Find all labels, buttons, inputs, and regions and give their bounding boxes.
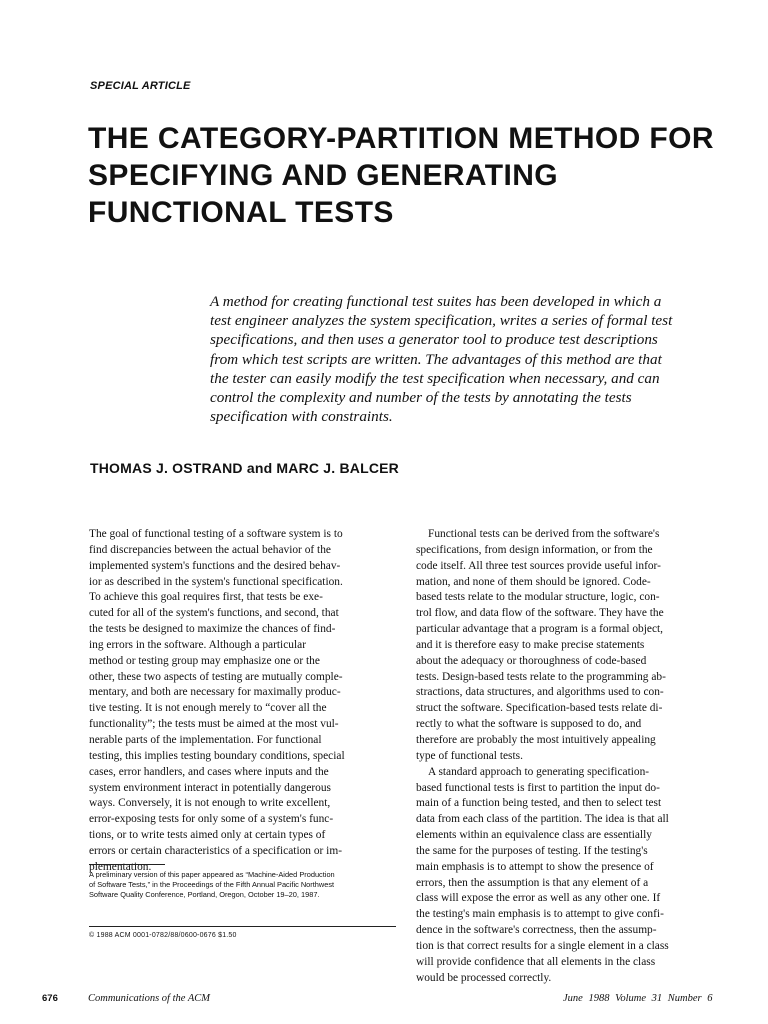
footnote-line: Software Quality Conference, Portland, Oregon, October 19–20, 1987.	[89, 890, 320, 899]
article-title	[88, 120, 728, 231]
issue-info: June 1988 Volume 31 Number 6	[563, 993, 713, 1004]
abstract-line: specification with constraints.	[210, 408, 393, 426]
body-text-line: errors or certain characteristics of a specification or im-	[89, 844, 343, 857]
body-text-line: based tests relate to the modular structure, logic, con-	[416, 591, 660, 604]
abstract-line: the tester can easily modify the test specification when necessary, and can	[210, 369, 660, 387]
body-text-line: A standard approach to generating specification-	[428, 765, 650, 778]
body-text-line: rectly to what the software is supposed to do, and	[416, 718, 642, 731]
body-text-line: ing errors in the software. Although a particular	[89, 638, 306, 651]
body-text-line: tions, or to write tests aimed only at certain types of	[89, 829, 326, 842]
body-text-line: testing, this implies testing boundary conditions, special	[89, 749, 345, 762]
abstract-line: control the complexity and number of the tests by annotating the tests	[210, 389, 632, 407]
body-column-right	[416, 527, 721, 986]
footnote-rule	[89, 864, 165, 865]
body-text-line: method or testing group may emphasize one or the	[89, 654, 320, 667]
body-text-line: ior as described in the system's functional specification.	[89, 575, 343, 588]
body-text-line: functionality”; the tests must be aimed at the most vul-	[89, 718, 339, 731]
body-text-line: the testing's main emphasis is to attempt to give confi-	[416, 908, 664, 921]
body-text-line: class will expose the error as well as any other one. If	[416, 892, 661, 905]
body-text-line: based functional tests is first to partition the input do-	[416, 781, 660, 794]
title-line: SPECIFYING AND GENERATING	[88, 159, 559, 192]
body-text-line: would be processed correctly.	[416, 971, 552, 984]
abstract-line: A method for creating functional test suites has been developed in which a	[210, 293, 662, 310]
body-text-line: To achieve this goal requires first, that tests be exe-	[89, 591, 323, 604]
body-text-line: Functional tests can be derived from the software's	[428, 528, 660, 540]
body-text-line: main of a function being tested, and then to select test	[416, 797, 662, 810]
abstract-line: from which test scripts are written. The advantages of this method are that	[210, 350, 662, 368]
body-column-left	[89, 527, 394, 876]
section-label: SPECIAL ARTICLE	[90, 80, 191, 92]
body-text-line: trol flow, and data flow of the software. They have the	[416, 607, 664, 620]
body-text-line: code itself. All three test sources provide useful infor-	[416, 559, 661, 572]
body-text-line: data from each class of the partition. The idea is that all	[416, 813, 669, 826]
body-text-line: error-exposing tests for only some of a system's func-	[89, 813, 334, 826]
body-text-line: main emphasis is to attempt to show the presence of	[416, 860, 654, 873]
body-text-line: plementation.	[89, 860, 152, 873]
abstract-line: specifications, and then uses a generator tool to produce test descriptions	[210, 331, 658, 349]
authors: THOMAS J. OSTRAND and MARC J. BALCER	[90, 460, 399, 476]
journal-name: Communications of the ACM	[88, 993, 211, 1004]
footnote-line: A preliminary version of this paper appeared as “Machine-Aided Production	[89, 870, 335, 879]
body-text-line: elements within an equivalence class are essentially	[416, 829, 652, 842]
abstract-line: test engineer analyzes the system specification, writes a series of formal test	[210, 312, 673, 330]
abstract	[210, 292, 730, 426]
body-text-line: find discrepancies between the actual behavior of the	[89, 543, 331, 556]
copyright-notice: © 1988 ACM 0001-0782/88/0600-0676 $1.50	[89, 932, 237, 939]
body-text-line: the tests be designed to maximize the chances of find-	[89, 623, 336, 636]
body-text-line: will provide confidence that all elements in the class	[416, 955, 656, 968]
body-text-line: stractions, data structures, and algorithms used to con-	[416, 686, 664, 699]
body-text-line: the same for the purposes of testing. If the testing's	[416, 844, 648, 857]
body-text-line: other, these two aspects of testing are mutually comple-	[89, 670, 343, 683]
body-text-line: tion is that correct results for a single element in a class	[416, 939, 669, 952]
body-text-line: specifications, from design information, or from the	[416, 543, 653, 556]
body-text-line: particular advantage that a program is a formal object,	[416, 623, 664, 636]
body-text-line: errors, then the assumption is that any element of a	[416, 876, 649, 889]
page-number: 676	[42, 993, 58, 1004]
title-line: FUNCTIONAL TESTS	[88, 196, 394, 229]
body-text-line: mation, and none of them should be ignored. Code-	[416, 575, 651, 588]
body-text-line: implemented system's functions and the desired behav-	[89, 559, 341, 572]
body-text-line: mentary, and both are necessary for maximally produc-	[89, 686, 341, 699]
body-text-line: tive testing. It is not enough merely to “cover all the	[89, 702, 327, 715]
body-text-line: cuted for all of the system's functions, and second, that	[89, 607, 339, 620]
body-text-line: The goal of functional testing of a software system is to	[89, 528, 343, 540]
body-text-line: system environment interact in potentially dangerous	[89, 781, 331, 794]
copyright-rule	[89, 926, 396, 927]
footnote	[89, 870, 389, 900]
body-text-line: struct the software. Specification-based tests relate di-	[416, 702, 663, 715]
body-text-line: nerable parts of the implementation. For functional	[89, 733, 322, 746]
title-line: THE CATEGORY-PARTITION METHOD FOR	[88, 122, 714, 155]
body-text-line: type of functional tests.	[416, 749, 523, 762]
footnote-line: of Software Tests,” in the Proceedings of the Fifth Annual Pacific Northwest	[89, 880, 335, 889]
body-text-line: ways. Conversely, it is not enough to write excellent,	[89, 797, 331, 810]
body-text-line: cases, error handlers, and cases where inputs and the	[89, 765, 329, 778]
body-text-line: dence in the software's correctness, then the assump-	[416, 924, 657, 937]
body-text-line: about the adequacy or thoroughness of code-based	[416, 654, 647, 667]
body-text-line: and it is therefore easy to make precise statements	[416, 638, 645, 651]
body-text-line: tests. Design-based tests relate to the programming ab-	[416, 670, 666, 683]
body-text-line: therefore are probably the most intuitively appealing	[416, 733, 656, 746]
